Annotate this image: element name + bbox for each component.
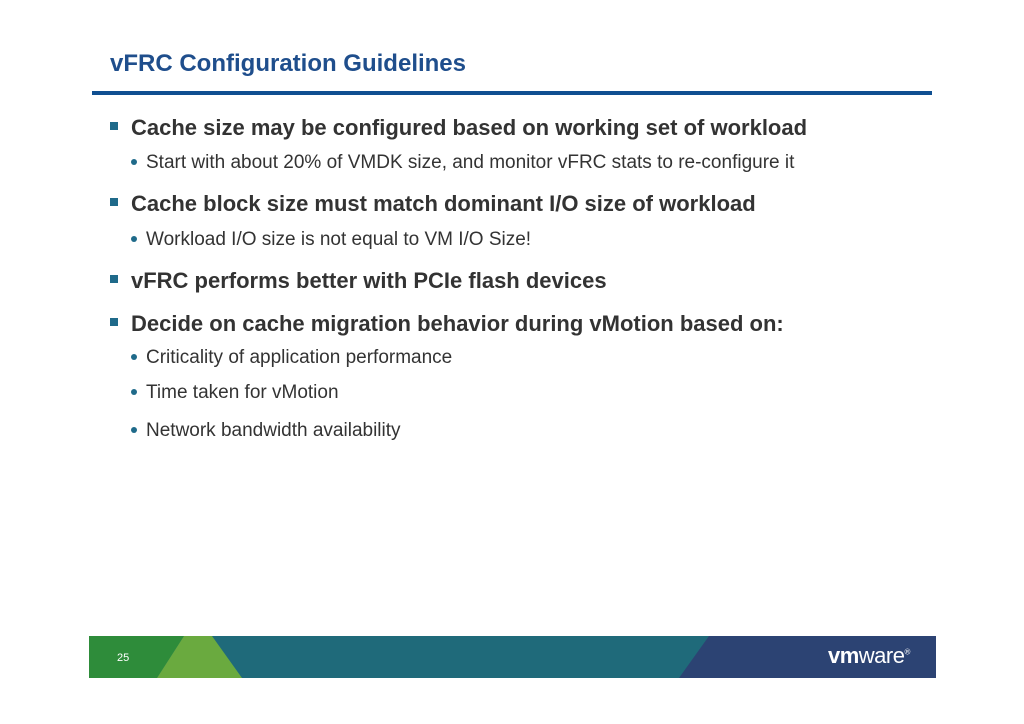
bullet-text: Cache block size must match dominant I/O size of workload bbox=[131, 191, 756, 216]
bullet-text: vFRC performs better with PCIe flash devices bbox=[131, 268, 607, 293]
dot-bullet-icon bbox=[131, 236, 137, 242]
square-bullet-icon bbox=[110, 198, 118, 206]
footer-band bbox=[89, 636, 936, 678]
bullet-text: Cache size may be configured based on working set of workload bbox=[131, 115, 808, 140]
sub-bullet-text: Network bandwidth availability bbox=[146, 420, 401, 441]
footer-graphic bbox=[89, 636, 936, 678]
sub-bullet-text: Time taken for vMotion bbox=[146, 382, 339, 403]
bullet-text: Decide on cache migration behavior during vMotion based on: bbox=[131, 311, 784, 336]
dot-bullet-icon bbox=[131, 389, 137, 395]
sub-bullet-text: Criticality of application performance bbox=[146, 347, 453, 368]
square-bullet-icon bbox=[110, 275, 118, 283]
slide-title: vFRC Configuration Guidelines bbox=[110, 50, 467, 77]
square-bullet-icon bbox=[110, 318, 118, 326]
vmware-logo: vmware® bbox=[828, 643, 910, 668]
sub-bullet-text: Start with about 20% of VMDK size, and monitor vFRC stats to re-configure it bbox=[146, 152, 795, 173]
sub-bullet-text: Workload I/O size is not equal to VM I/O Size! bbox=[146, 229, 532, 250]
square-bullet-icon bbox=[110, 122, 118, 130]
dot-bullet-icon bbox=[131, 354, 137, 360]
page-number: 25 bbox=[117, 652, 130, 664]
dot-bullet-icon bbox=[131, 159, 137, 165]
dot-bullet-icon bbox=[131, 427, 137, 433]
